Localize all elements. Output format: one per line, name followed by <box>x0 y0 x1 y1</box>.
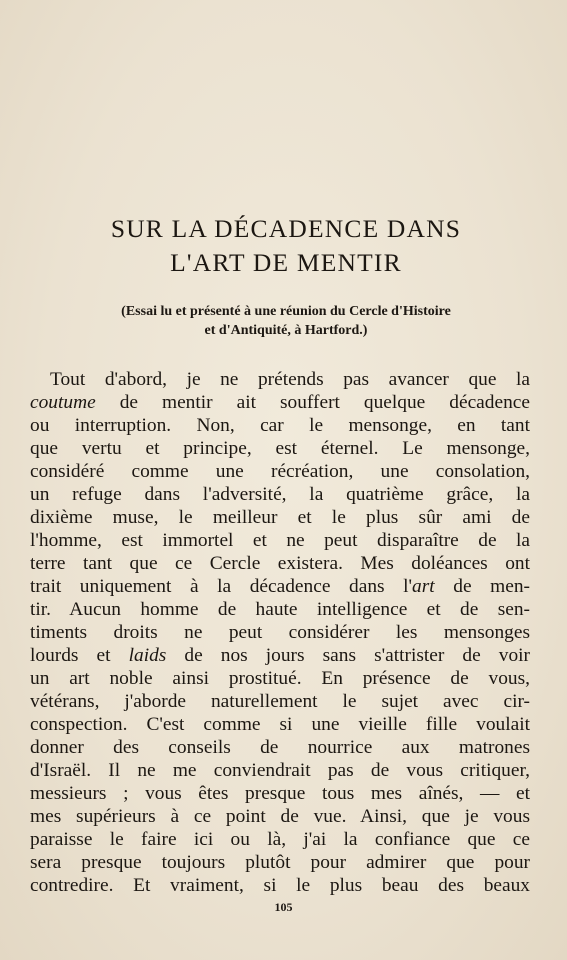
text-segment: dixième muse, le meilleur et le plus sûr ami de <box>30 507 530 528</box>
text-segment: l'homme, est immortel et ne peut disparaître de la <box>30 530 530 551</box>
text-segment: tir. Aucun homme de haute intelligence et de sen- <box>30 599 530 620</box>
text-segment: que vertu et principe, est éternel. Le mensonge, <box>30 438 530 459</box>
text-line <box>30 575 530 598</box>
essay-subtitle-line-1: (Essai lu et présenté à une réunion du Cercle d'Histoire <box>121 304 451 319</box>
text-segment: de men- <box>434 576 530 597</box>
text-segment: contredire. Et vraiment, si le plus beau des beaux <box>30 875 530 896</box>
page-number: 105 <box>274 900 293 914</box>
text-line <box>30 391 530 414</box>
text-segment: terre tant que ce Cercle existera. Mes doléances ont <box>30 553 530 574</box>
essay-subtitle <box>40 302 532 340</box>
text-segment: donner des conseils de nourrice aux matrones <box>30 737 530 758</box>
italic-word: art <box>412 576 435 597</box>
text-line <box>30 414 530 437</box>
text-segment: sera presque toujours plutôt pour admirer que pour <box>30 852 530 873</box>
text-segment: mes supérieurs à ce point de vue. Ainsi, que je vous <box>30 806 530 827</box>
text-line <box>30 529 530 552</box>
essay-title <box>40 212 532 280</box>
text-segment: paraisse le faire ici ou là, j'ai la confiance que ce <box>30 829 530 850</box>
text-segment: un refuge dans l'adversité, la quatrième grâce, la <box>30 484 530 505</box>
essay-subtitle-line-2: et d'Antiquité, à Hartford.) <box>204 323 368 338</box>
text-line <box>30 736 530 759</box>
text-line <box>30 690 530 713</box>
italic-word: laids <box>128 645 167 666</box>
text-line <box>30 368 530 391</box>
text-line <box>30 460 530 483</box>
text-line <box>30 437 530 460</box>
text-line <box>30 667 530 690</box>
text-line <box>30 598 530 621</box>
italic-word: coutume <box>30 392 96 413</box>
text-line <box>30 621 530 644</box>
text-line <box>30 828 530 851</box>
text-line <box>30 483 530 506</box>
text-segment: lourds et <box>30 645 129 666</box>
text-segment: vétérans, j'aborde naturellement le sujet avec cir- <box>30 691 530 712</box>
text-line <box>30 874 530 897</box>
text-segment: trait uniquement à la décadence dans l' <box>30 576 413 597</box>
text-segment: conspection. C'est comme si une vieille fille voulait <box>30 714 530 735</box>
text-segment: de mentir ait souffert quelque décadence <box>95 392 530 413</box>
text-segment: considéré comme une récréation, une consolation, <box>30 461 530 482</box>
text-segment: ou interruption. Non, car le mensonge, en tant <box>30 415 530 436</box>
text-line <box>30 713 530 736</box>
text-segment: timents droits ne peut considérer les mensonges <box>30 622 530 643</box>
text-line <box>30 805 530 828</box>
essay-body <box>30 368 530 897</box>
text-segment: messieurs ; vous êtes presque tous mes aînés, — et <box>30 783 530 804</box>
text-segment: d'Israël. Il ne me conviendrait pas de vous critiquer, <box>30 760 530 781</box>
essay-title-line-1: SUR LA DÉCADENCE DANS <box>110 214 462 243</box>
text-line <box>30 644 530 667</box>
text-segment: un art noble ainsi prostitué. En présence de vous, <box>30 668 530 689</box>
text-line <box>30 552 530 575</box>
text-line <box>30 851 530 874</box>
text-segment: Tout d'abord, je ne prétends pas avancer que la <box>50 369 530 390</box>
text-line <box>30 759 530 782</box>
essay-title-line-2: L'ART DE MENTIR <box>170 248 402 277</box>
text-line <box>30 506 530 529</box>
text-line <box>30 782 530 805</box>
text-segment: de nos jours sans s'attrister de voir <box>166 645 530 666</box>
